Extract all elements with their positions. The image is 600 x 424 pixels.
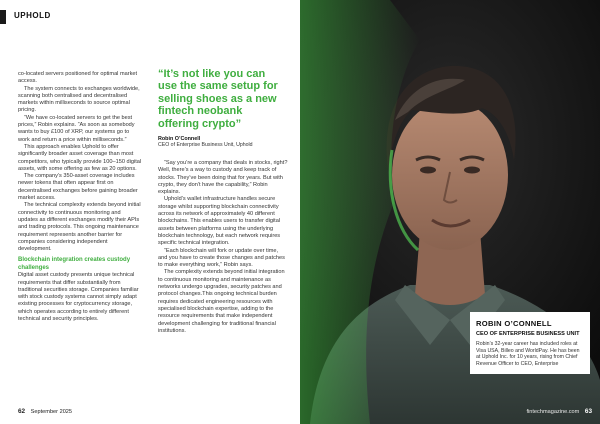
footer-right [526,408,592,415]
page-number-right: 63 [584,408,592,415]
bio-role: CEO OF ENTERPRISE BUSINESS UNIT [476,331,580,337]
body-paragraph: The system connects to exchanges worldwide, scanning both centralised and decentralised markets within milliseconds to source optimal pricing. [18,85,140,114]
site-name: fintechmagazine.com [526,409,580,415]
bio-name: ROBIN O’CONNELL [476,319,552,328]
section-marker [0,10,6,24]
pull-quote [158,68,282,148]
body-paragraph: This approach enables Uphold to offer significantly broader asset coverage than most competitors, who typically provide 100–150 digital assets, with some offering as few as 20 options. [18,143,142,172]
body-paragraph: The company’s 350-asset coverage includes newer tokens that often appear first on decentralised exchanges before gaining broader market access. [18,173,138,202]
pull-quote-name: Robin O’Connell [158,136,201,143]
body-paragraph: Digital asset custody presents unique technical requirements that differ substantially from traditional securities storage. Companies familiar with stock custody systems cannot simply adapt existing processes for cryptocurrency storage, which operates according to entirely different technical and security principles. [18,272,139,323]
subheading: Blockchain integration creates custody challenges [18,257,131,271]
issue-date: September 2025 [30,409,73,415]
pull-quote-text: “It’s not like you can use the same setup for selling shoes as a new fintech neobank offering crypto” [158,68,278,130]
bio-text: Robin’s 32-year career has included roles at Visa USA, Billeo and WorldPay. He has been at Uphold Inc. for 10 years, rising from Chief Revenue Officer to CEO, Enterprise [476,340,580,368]
body-paragraph: “We have co-located servers to get the best prices,” Robin explains. “As soon as somebody wants to buy £100 of XRP, our systems go to work and return a price within milliseconds.” [18,114,135,143]
body-paragraph: “Say you’re a company that deals in stocks, right? Well, there’s a way to custody and keep track of stocks. They’ve been doing that for years. But with crypto, they don’t have the capability,” Robin explains. [158,160,288,196]
page-number-left: 62 [18,408,26,415]
pull-quote-role: CEO of Enterprise Business Unit, Uphold [158,142,253,149]
body-paragraph: “Each blockchain will fork or update over time, and you have to create those changes and patches to make everything work,” Robin says. [158,247,285,269]
body-paragraph: The technical complexity extends beyond initial connectivity to continuous monitoring and updates as different exchanges modify their APIs and trading protocols. This ongoing maintenance requirement represents another barrier for companies considering independent development. [18,202,141,253]
body-paragraph: co-located servers positioned for optimal market access. [18,71,138,85]
bio-box [470,312,590,374]
body-paragraph: Uphold’s wallet infrastructure handles secure storage whilst supporting blockchain connectivity across its network of approximately 40 different blockchains. This enables users to transfer digital assets between platforms using the underlying blockchain technology, but each network requires specific technical integration. [158,196,281,247]
left-text-column [18,71,142,323]
mid-text-column [158,160,288,335]
section-tag: UPHOLD [14,11,51,20]
body-paragraph: The complexity extends beyond initial integration to continuous monitoring and maintenance as networks undergo upgrades, security patches and protocol changes.This ongoing technical burden requires dedicated engineering resources with specialised blockchain expertise, adding to the resource requirements that make independent development challenging for traditional financial institutions. [158,269,285,334]
footer-left [18,408,72,415]
